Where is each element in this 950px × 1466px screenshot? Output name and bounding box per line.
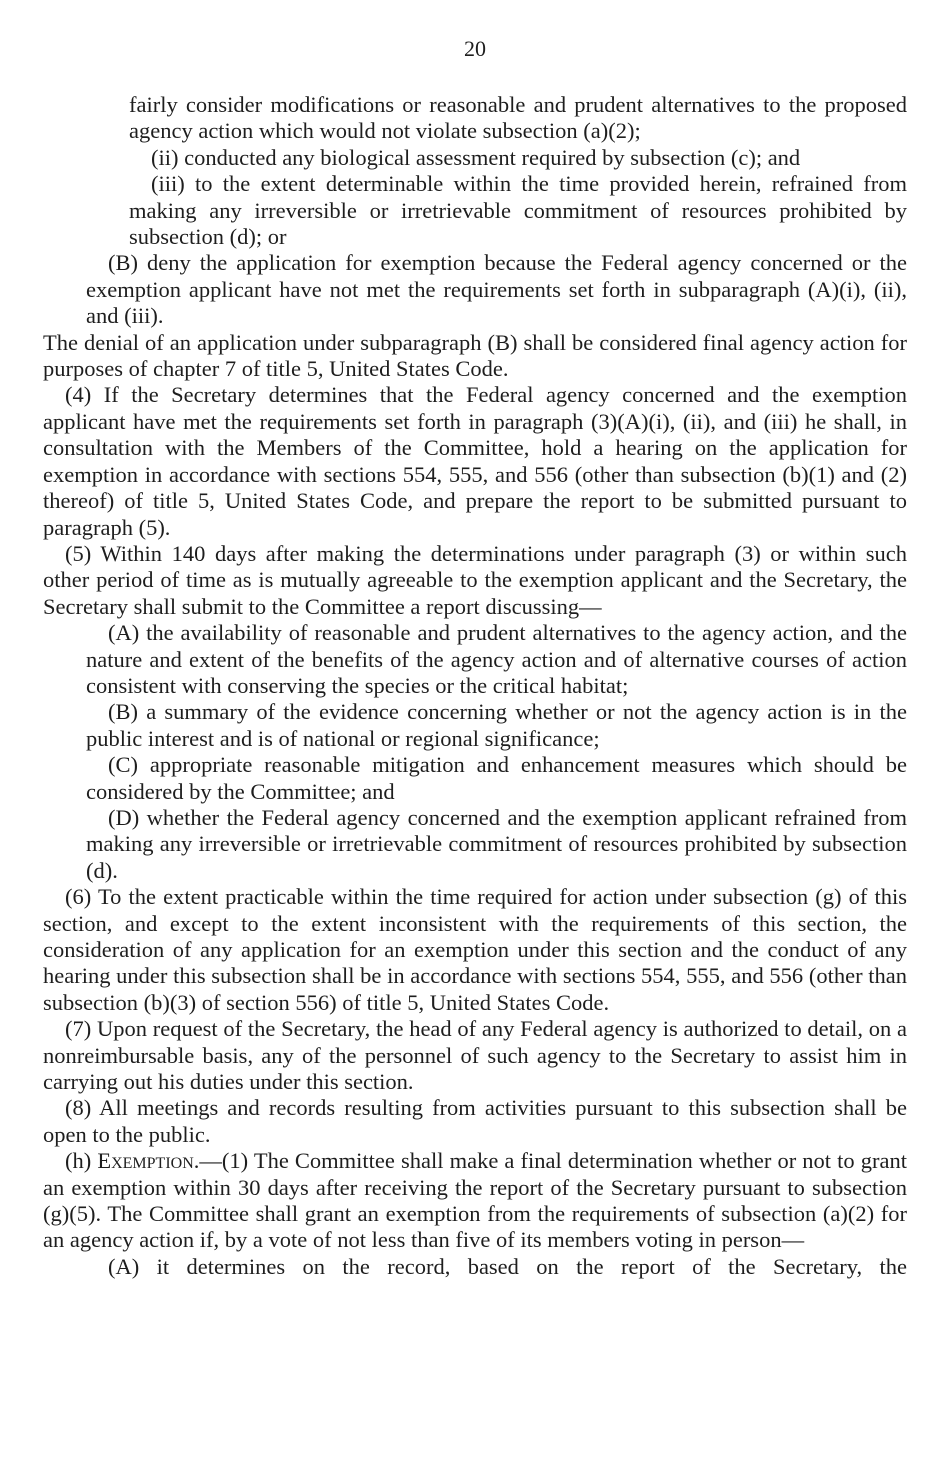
paragraph: (iii) to the extent determinable within the time provided herein, refrained from making any irreversible or irretrievable commitment of resources prohibited by subsection (d); or <box>129 171 907 250</box>
paragraph: fairly consider modifications or reasonable and prudent alternatives to the proposed agency action which would not violate subsection (a)(2); <box>129 92 907 144</box>
section-h-dash: .— <box>193 1148 222 1174</box>
paragraph: The denial of an application under subparagraph (B) shall be considered final agency action for purposes of chapter 7 of title 5, United States Code. <box>43 329 907 382</box>
paragraph: (B) a summary of the evidence concerning whether or not the agency action is in the public interest and is of national or regional significance; <box>86 699 907 751</box>
paragraph: (5) Within 140 days after making the determinations under paragraph (3) or within such other period of time as is mutually agreeable to the exemption applicant and the Secretary, the Secretary shall submit to the Committee a report discussing— <box>43 540 907 619</box>
paragraph: (7) Upon request of the Secretary, the head of any Federal agency is authorized to detail, on a nonreimbursable basis, any of the personnel of such agency to the Secretary to assist him in carrying out his duties under this section. <box>43 1016 907 1095</box>
page-number: 20 <box>464 36 486 61</box>
section-h-text: (1) The Committee shall make a final determination whether or not to grant an exemption within 30 days after receiving the report of the Secretary pursuant to subsection (g)(5). The Committee shall grant an exemption from the requirements of subsection (a)(2) for an agency action if, by a vote of not less than five of its members voting in person— <box>43 1148 907 1253</box>
statute-text <box>43 92 907 1280</box>
paragraph: (8) All meetings and records resulting from activities pursuant to this subsection shall be open to the public. <box>43 1095 907 1147</box>
section-h-paragraph <box>43 1148 907 1254</box>
paragraph: (C) appropriate reasonable mitigation and enhancement measures which should be considered by the Committee; and <box>86 752 907 804</box>
paragraph: (A) it determines on the record, based on the report of the Secretary, the <box>108 1253 907 1279</box>
section-h-prefix: (h) <box>65 1148 98 1174</box>
paragraph: (B) deny the application for exemption because the Federal agency concerned or the exemption applicant have not met the requirements set forth in subparagraph (A)(i), (ii), and (iii). <box>86 250 907 329</box>
section-h-heading: Exemption <box>97 1148 194 1174</box>
paragraph: (ii) conducted any biological assessment required by subsection (c); and <box>151 144 801 170</box>
paragraph: (D) whether the Federal agency concerned and the exemption applicant refrained from making any irreversible or irretrievable commitment of resources prohibited by subsection (d). <box>86 804 907 883</box>
paragraph: (A) the availability of reasonable and prudent alternatives to the agency action, and the nature and extent of the benefits of the agency action and of alternative courses of action consistent with conserving the species or the critical habitat; <box>86 620 907 698</box>
paragraph: (4) If the Secretary determines that the Federal agency concerned and the exemption applicant have met the requirements set forth in paragraph (3)(A)(i), (ii), and (iii) he shall, in consultation with the Members of the Committee, hold a hearing on the application for exemption in accordance with sections 554, 555, and 556 (other than subsection (b)(1) and (2) thereof) of title 5, United States Code, and prepare the report to be submitted pursuant to paragraph (5). <box>43 382 907 540</box>
paragraph: (6) To the extent practicable within the time required for action under subsection (g) of this section, and except to the extent inconsistent with the requirements of this section, the consideration of any application for an exemption under this section and the conduct of any hearing under this subsection shall be in accordance with sections 554, 555, and 556 (other than subsection (b)(3) of section 556) of title 5, United States Code. <box>43 884 907 1015</box>
